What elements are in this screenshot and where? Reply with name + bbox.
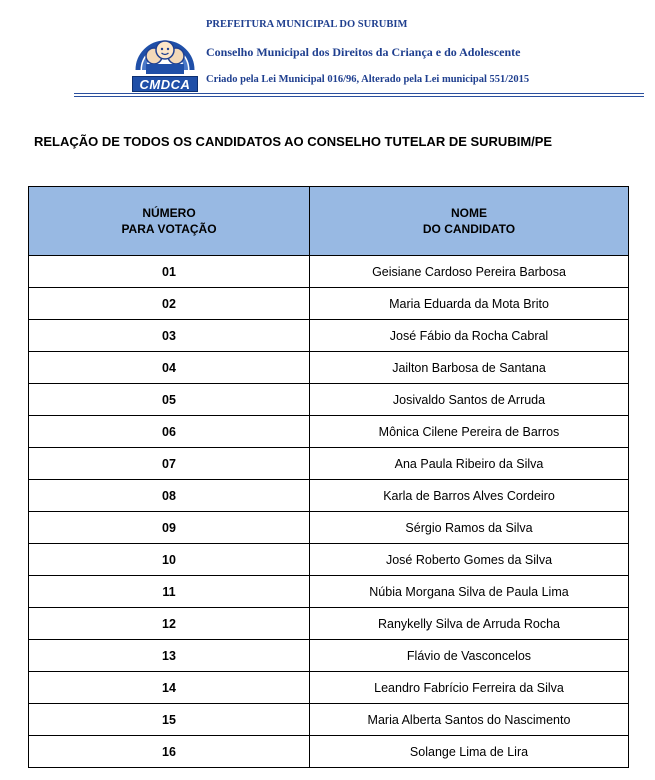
candidate-name: Ranykelly Silva de Arruda Rocha [310,608,629,640]
column-header-name-line1: NOME [451,206,487,220]
candidate-name: Maria Eduarda da Mota Brito [310,288,629,320]
candidate-number: 10 [29,544,310,576]
cmdca-logo [132,12,198,92]
table-row [29,608,629,640]
candidate-name: José Fábio da Rocha Cabral [310,320,629,352]
table-row [29,576,629,608]
candidate-name: Karla de Barros Alves Cordeiro [310,480,629,512]
column-header-name-line2: DO CANDIDATO [422,222,516,236]
candidate-number: 01 [29,256,310,288]
candidate-name: Mônica Cilene Pereira de Barros [310,416,629,448]
candidate-number: 04 [29,352,310,384]
table-row [29,448,629,480]
candidate-name: Sérgio Ramos da Silva [310,512,629,544]
column-header-number-line1: NÚMERO [142,206,196,220]
candidate-name: Solange Lima de Lira [310,736,629,768]
column-header-number-line2: PARA VOTAÇÃO [121,222,217,236]
candidate-name: Maria Alberta Santos do Nascimento [310,704,629,736]
table-row [29,544,629,576]
candidates-table [28,186,629,768]
candidate-number: 09 [29,512,310,544]
candidate-number: 07 [29,448,310,480]
candidate-name: Ana Paula Ribeiro da Silva [310,448,629,480]
candidate-name: José Roberto Gomes da Silva [310,544,629,576]
table-row [29,704,629,736]
table-row [29,288,629,320]
table-row [29,256,629,288]
header-divider-secondary [74,96,644,97]
column-header-name [310,187,629,256]
candidate-name: Geisiane Cardoso Pereira Barbosa [310,256,629,288]
table-row [29,480,629,512]
candidate-number: 13 [29,640,310,672]
law-reference: Criado pela Lei Municipal 016/96, Alterado pela Lei municipal 551/2015 [206,74,530,85]
document-title: RELAÇÃO DE TODOS OS CANDIDATOS AO CONSELHO TUTELAR DE SURUBIM/PE [34,134,553,149]
council-name: Conselho Municipal dos Direitos da Criança e do Adolescente [206,45,521,59]
table-row [29,512,629,544]
municipality-title: PREFEITURA MUNICIPAL DO SURUBIM [206,19,408,30]
candidate-number: 15 [29,704,310,736]
table-row [29,384,629,416]
table-row [29,416,629,448]
candidate-number: 11 [29,576,310,608]
header-divider [74,93,644,94]
candidate-number: 16 [29,736,310,768]
candidate-name: Josivaldo Santos de Arruda [310,384,629,416]
table-row [29,736,629,768]
candidate-number: 14 [29,672,310,704]
table-row [29,352,629,384]
candidate-number: 08 [29,480,310,512]
table-header-row [29,187,629,256]
candidate-name: Jailton Barbosa de Santana [310,352,629,384]
candidate-number: 02 [29,288,310,320]
candidate-name: Núbia Morgana Silva de Paula Lima [310,576,629,608]
candidate-number: 12 [29,608,310,640]
logo-wordmark: CMDCA [132,76,198,92]
candidate-number: 05 [29,384,310,416]
table-row [29,320,629,352]
candidate-number: 03 [29,320,310,352]
column-header-number [29,187,310,256]
candidate-name: Flávio de Vasconcelos [310,640,629,672]
children-emblem-icon [132,12,198,76]
table-row [29,672,629,704]
table-row [29,640,629,672]
letterhead [0,0,655,100]
candidate-name: Leandro Fabrício Ferreira da Silva [310,672,629,704]
candidate-number: 06 [29,416,310,448]
